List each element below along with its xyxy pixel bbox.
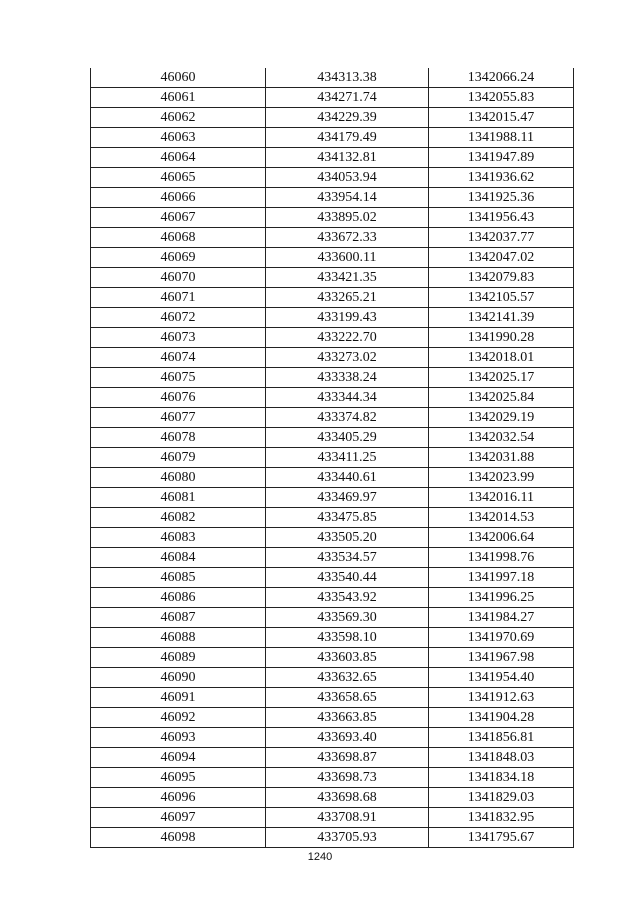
table-row	[91, 268, 574, 288]
point-id-cell: 46072	[91, 308, 266, 328]
point-id-cell: 46091	[91, 688, 266, 708]
point-id-cell: 46070	[91, 268, 266, 288]
y-coordinate-cell: 1341856.81	[429, 728, 574, 748]
x-coordinate-cell: 433698.87	[266, 748, 429, 768]
x-coordinate-cell: 433672.33	[266, 228, 429, 248]
x-coordinate-cell: 433475.85	[266, 508, 429, 528]
point-id-cell: 46089	[91, 648, 266, 668]
table-row	[91, 508, 574, 528]
table-row	[91, 228, 574, 248]
y-coordinate-cell: 1341954.40	[429, 668, 574, 688]
table-row	[91, 668, 574, 688]
point-id-cell: 46076	[91, 388, 266, 408]
table-row	[91, 448, 574, 468]
table-row	[91, 108, 574, 128]
x-coordinate-cell: 433421.35	[266, 268, 429, 288]
y-coordinate-cell: 1341990.28	[429, 328, 574, 348]
table-row	[91, 808, 574, 828]
point-id-cell: 46065	[91, 168, 266, 188]
table-row	[91, 688, 574, 708]
y-coordinate-cell: 1341832.95	[429, 808, 574, 828]
point-id-cell: 46064	[91, 148, 266, 168]
point-id-cell: 46085	[91, 568, 266, 588]
point-id-cell: 46090	[91, 668, 266, 688]
point-id-cell: 46063	[91, 128, 266, 148]
x-coordinate-cell: 433338.24	[266, 368, 429, 388]
table-row	[91, 368, 574, 388]
point-id-cell: 46097	[91, 808, 266, 828]
coordinates-table	[90, 68, 574, 848]
y-coordinate-cell: 1341997.18	[429, 568, 574, 588]
point-id-cell: 46083	[91, 528, 266, 548]
table-row	[91, 528, 574, 548]
table-row	[91, 428, 574, 448]
point-id-cell: 46088	[91, 628, 266, 648]
y-coordinate-cell: 1342006.64	[429, 528, 574, 548]
x-coordinate-cell: 433698.73	[266, 768, 429, 788]
table-row	[91, 288, 574, 308]
point-id-cell: 46061	[91, 88, 266, 108]
point-id-cell: 46093	[91, 728, 266, 748]
table-row	[91, 188, 574, 208]
table-row	[91, 468, 574, 488]
x-coordinate-cell: 433600.11	[266, 248, 429, 268]
table-row	[91, 88, 574, 108]
y-coordinate-cell: 1341988.11	[429, 128, 574, 148]
y-coordinate-cell: 1341967.98	[429, 648, 574, 668]
y-coordinate-cell: 1342015.47	[429, 108, 574, 128]
x-coordinate-cell: 433698.68	[266, 788, 429, 808]
y-coordinate-cell: 1342141.39	[429, 308, 574, 328]
x-coordinate-cell: 433708.91	[266, 808, 429, 828]
y-coordinate-cell: 1341848.03	[429, 748, 574, 768]
y-coordinate-cell: 1342016.11	[429, 488, 574, 508]
point-id-cell: 46071	[91, 288, 266, 308]
point-id-cell: 46092	[91, 708, 266, 728]
y-coordinate-cell: 1341834.18	[429, 768, 574, 788]
y-coordinate-cell: 1341936.62	[429, 168, 574, 188]
x-coordinate-cell: 434313.38	[266, 68, 429, 88]
table-row	[91, 768, 574, 788]
table-row	[91, 788, 574, 808]
x-coordinate-cell: 434179.49	[266, 128, 429, 148]
point-id-cell: 46078	[91, 428, 266, 448]
x-coordinate-cell: 433693.40	[266, 728, 429, 748]
point-id-cell: 46060	[91, 68, 266, 88]
x-coordinate-cell: 433440.61	[266, 468, 429, 488]
point-id-cell: 46082	[91, 508, 266, 528]
x-coordinate-cell: 433658.65	[266, 688, 429, 708]
table-row	[91, 588, 574, 608]
point-id-cell: 46095	[91, 768, 266, 788]
y-coordinate-cell: 1341956.43	[429, 208, 574, 228]
y-coordinate-cell: 1342025.84	[429, 388, 574, 408]
x-coordinate-cell: 434132.81	[266, 148, 429, 168]
y-coordinate-cell: 1341795.67	[429, 828, 574, 848]
table-row	[91, 208, 574, 228]
y-coordinate-cell: 1341912.63	[429, 688, 574, 708]
point-id-cell: 46073	[91, 328, 266, 348]
point-id-cell: 46068	[91, 228, 266, 248]
x-coordinate-cell: 433273.02	[266, 348, 429, 368]
point-id-cell: 46062	[91, 108, 266, 128]
point-id-cell: 46094	[91, 748, 266, 768]
x-coordinate-cell: 433469.97	[266, 488, 429, 508]
point-id-cell: 46081	[91, 488, 266, 508]
table-row	[91, 568, 574, 588]
y-coordinate-cell: 1342055.83	[429, 88, 574, 108]
x-coordinate-cell: 433954.14	[266, 188, 429, 208]
x-coordinate-cell: 433534.57	[266, 548, 429, 568]
point-id-cell: 46079	[91, 448, 266, 468]
y-coordinate-cell: 1342037.77	[429, 228, 574, 248]
x-coordinate-cell: 433411.25	[266, 448, 429, 468]
x-coordinate-cell: 433199.43	[266, 308, 429, 328]
x-coordinate-cell: 433374.82	[266, 408, 429, 428]
y-coordinate-cell: 1341984.27	[429, 608, 574, 628]
x-coordinate-cell: 433543.92	[266, 588, 429, 608]
point-id-cell: 46069	[91, 248, 266, 268]
table-row	[91, 328, 574, 348]
x-coordinate-cell: 433895.02	[266, 208, 429, 228]
point-id-cell: 46067	[91, 208, 266, 228]
point-id-cell: 46098	[91, 828, 266, 848]
table-row	[91, 648, 574, 668]
x-coordinate-cell: 433540.44	[266, 568, 429, 588]
table-row	[91, 308, 574, 328]
table-row	[91, 628, 574, 648]
table-row	[91, 248, 574, 268]
y-coordinate-cell: 1342029.19	[429, 408, 574, 428]
table-row	[91, 828, 574, 848]
table-row	[91, 408, 574, 428]
y-coordinate-cell: 1341970.69	[429, 628, 574, 648]
table-row	[91, 388, 574, 408]
y-coordinate-cell: 1342014.53	[429, 508, 574, 528]
point-id-cell: 46084	[91, 548, 266, 568]
point-id-cell: 46075	[91, 368, 266, 388]
x-coordinate-cell: 433705.93	[266, 828, 429, 848]
table-row	[91, 548, 574, 568]
y-coordinate-cell: 1342031.88	[429, 448, 574, 468]
x-coordinate-cell: 434271.74	[266, 88, 429, 108]
x-coordinate-cell: 433344.34	[266, 388, 429, 408]
y-coordinate-cell: 1342079.83	[429, 268, 574, 288]
y-coordinate-cell: 1341947.89	[429, 148, 574, 168]
x-coordinate-cell: 433663.85	[266, 708, 429, 728]
y-coordinate-cell: 1342066.24	[429, 68, 574, 88]
y-coordinate-cell: 1342018.01	[429, 348, 574, 368]
x-coordinate-cell: 433505.20	[266, 528, 429, 548]
y-coordinate-cell: 1342025.17	[429, 368, 574, 388]
y-coordinate-cell: 1342105.57	[429, 288, 574, 308]
table-row	[91, 728, 574, 748]
table-row	[91, 488, 574, 508]
y-coordinate-cell: 1341996.25	[429, 588, 574, 608]
y-coordinate-cell: 1342023.99	[429, 468, 574, 488]
point-id-cell: 46074	[91, 348, 266, 368]
point-id-cell: 46066	[91, 188, 266, 208]
table-row	[91, 708, 574, 728]
y-coordinate-cell: 1341998.76	[429, 548, 574, 568]
y-coordinate-cell: 1341925.36	[429, 188, 574, 208]
x-coordinate-cell: 434053.94	[266, 168, 429, 188]
y-coordinate-cell: 1342032.54	[429, 428, 574, 448]
x-coordinate-cell: 433632.65	[266, 668, 429, 688]
table-row	[91, 68, 574, 88]
x-coordinate-cell: 433222.70	[266, 328, 429, 348]
x-coordinate-cell: 433569.30	[266, 608, 429, 628]
y-coordinate-cell: 1341904.28	[429, 708, 574, 728]
x-coordinate-cell: 433265.21	[266, 288, 429, 308]
table-row	[91, 148, 574, 168]
y-coordinate-cell: 1341829.03	[429, 788, 574, 808]
point-id-cell: 46080	[91, 468, 266, 488]
x-coordinate-cell: 433598.10	[266, 628, 429, 648]
x-coordinate-cell: 433405.29	[266, 428, 429, 448]
point-id-cell: 46086	[91, 588, 266, 608]
point-id-cell: 46087	[91, 608, 266, 628]
table-row	[91, 608, 574, 628]
x-coordinate-cell: 434229.39	[266, 108, 429, 128]
point-id-cell: 46077	[91, 408, 266, 428]
table-row	[91, 128, 574, 148]
table-row	[91, 348, 574, 368]
point-id-cell: 46096	[91, 788, 266, 808]
x-coordinate-cell: 433603.85	[266, 648, 429, 668]
table-row	[91, 168, 574, 188]
page-number: 1240	[307, 851, 333, 863]
coordinates-table-body	[91, 68, 574, 848]
table-row	[91, 748, 574, 768]
y-coordinate-cell: 1342047.02	[429, 248, 574, 268]
